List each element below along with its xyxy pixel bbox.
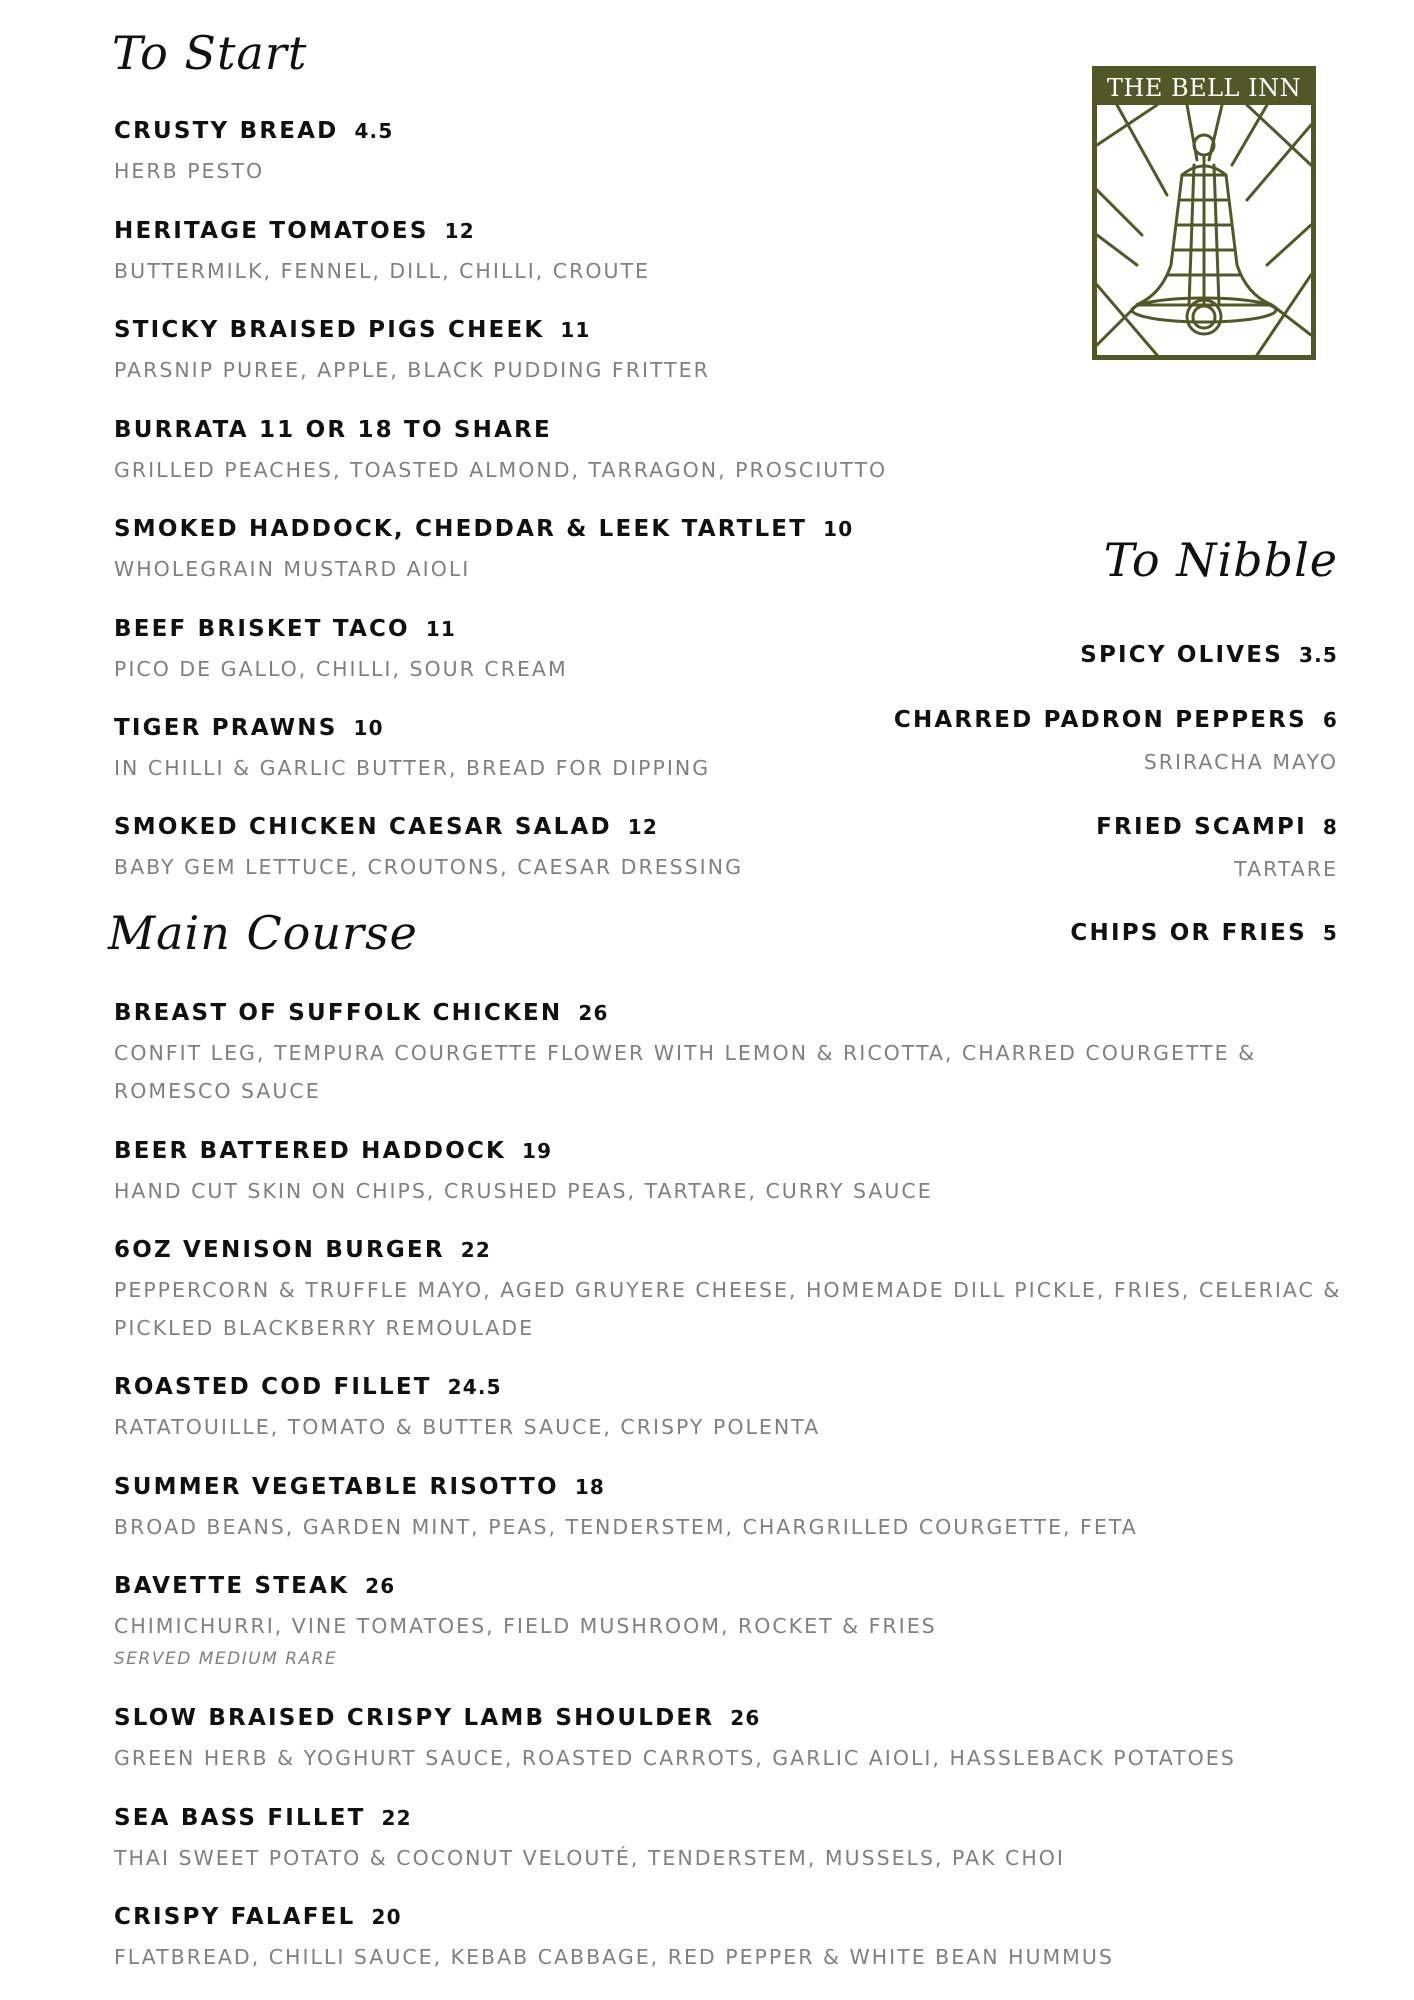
item-price: 18 bbox=[574, 1475, 606, 1499]
item-description: GREEN HERB & YOGHURT SAUCE, ROASTED CARROTS, GARLIC AIOLI, HASSLEBACK POTATOES bbox=[114, 1746, 1236, 1770]
to-nibble-heading: To Nibble bbox=[1103, 533, 1338, 587]
main-item bbox=[114, 1235, 1344, 1347]
item-name: BAVETTE STEAK 26 bbox=[114, 1573, 396, 1599]
item-name: FRIED SCAMPI 8 bbox=[1096, 814, 1338, 840]
nibble-item bbox=[1096, 812, 1338, 888]
item-name: BREAST OF SUFFOLK CHICKEN 26 bbox=[114, 1000, 609, 1026]
item-description: CHIMICHURRI, VINE TOMATOES, FIELD MUSHROOM, ROCKET & FRIES bbox=[114, 1614, 937, 1638]
item-price: 5 bbox=[1322, 921, 1338, 945]
to-start-heading: To Start bbox=[112, 26, 308, 80]
item-price: 26 bbox=[365, 1574, 396, 1598]
item-name: SLOW BRAISED CRISPY LAMB SHOULDER 26 bbox=[114, 1705, 761, 1731]
item-price: 4.5 bbox=[354, 119, 394, 143]
item-price: 12 bbox=[444, 219, 475, 243]
item-name: CRISPY FALAFEL 20 bbox=[114, 1904, 402, 1930]
item-name: CRUSTY BREAD 4.5 bbox=[114, 118, 394, 144]
item-price: 26 bbox=[578, 1001, 609, 1025]
item-name: TIGER PRAWNS 10 bbox=[114, 715, 384, 741]
item-price: 26 bbox=[730, 1706, 761, 1730]
main-item bbox=[114, 1136, 1344, 1210]
nibble-item bbox=[894, 705, 1338, 781]
item-description: PARSNIP PUREE, APPLE, BLACK PUDDING FRITTER bbox=[114, 358, 710, 382]
item-name: ROASTED COD FILLET 24.5 bbox=[114, 1374, 502, 1400]
item-price: 19 bbox=[522, 1139, 553, 1163]
nibble-item bbox=[1080, 640, 1338, 670]
item-name: SPICY OLIVES 3.5 bbox=[1080, 642, 1338, 668]
item-price: 6 bbox=[1322, 708, 1338, 732]
item-description: PICO DE GALLO, CHILLI, SOUR CREAM bbox=[114, 657, 568, 681]
item-name: SEA BASS FILLET 22 bbox=[114, 1805, 412, 1831]
main-item bbox=[114, 1703, 1344, 1777]
item-description: WHOLEGRAIN MUSTARD AIOLI bbox=[114, 557, 471, 581]
item-price: 22 bbox=[381, 1806, 412, 1830]
item-price: 3.5 bbox=[1298, 643, 1338, 667]
item-description: BROAD BEANS, GARDEN MINT, PEAS, TENDERSTEM, CHARGRILLED COURGETTE, FETA bbox=[114, 1515, 1138, 1539]
main-item bbox=[114, 1372, 1344, 1446]
item-name: SUMMER VEGETABLE RISOTTO 18 bbox=[114, 1474, 606, 1500]
item-name: CHARRED PADRON PEPPERS 6 bbox=[893, 707, 1338, 733]
item-name: SMOKED HADDOCK, CHEDDAR & LEEK TARTLET 10 bbox=[114, 516, 854, 542]
item-price: 10 bbox=[353, 716, 384, 740]
item-price: 20 bbox=[371, 1905, 402, 1929]
item-note: SERVED MEDIUM RARE bbox=[114, 1649, 338, 1669]
item-name: BURRATA 11 OR 18 TO SHARE bbox=[114, 417, 552, 443]
item-price: 11 bbox=[560, 318, 591, 342]
item-name: CHIPS OR FRIES 5 bbox=[1070, 920, 1338, 946]
item-price: 22 bbox=[460, 1238, 491, 1262]
item-description: HAND CUT SKIN ON CHIPS, CRUSHED PEAS, TARTARE, CURRY SAUCE bbox=[114, 1179, 933, 1203]
main-item bbox=[114, 1803, 1344, 1877]
item-description: FLATBREAD, CHILLI SAUCE, KEBAB CABBAGE, RED PEPPER & WHITE BEAN HUMMUS bbox=[114, 1945, 1114, 1969]
start-item bbox=[114, 315, 1344, 389]
start-item bbox=[114, 216, 1344, 290]
logo-title: THE BELL INN bbox=[1106, 74, 1302, 102]
item-description: RATATOUILLE, TOMATO & BUTTER SAUCE, CRISPY POLENTA bbox=[114, 1415, 821, 1439]
start-item bbox=[114, 514, 1344, 588]
item-description: IN CHILLI & GARLIC BUTTER, BREAD FOR DIPPING bbox=[114, 756, 711, 780]
main-item bbox=[114, 1571, 1344, 1671]
item-name: 6OZ VENISON BURGER 22 bbox=[114, 1237, 491, 1263]
item-name: BEER BATTERED HADDOCK 19 bbox=[114, 1138, 553, 1164]
item-name: SMOKED CHICKEN CAESAR SALAD 12 bbox=[114, 814, 659, 840]
item-price: 10 bbox=[823, 517, 854, 541]
item-price: 12 bbox=[627, 815, 659, 839]
item-name: STICKY BRAISED PIGS CHEEK 11 bbox=[114, 317, 591, 343]
item-description: THAI SWEET POTATO & COCONUT VELOUTÉ, TENDERSTEM, MUSSELS, PAK CHOI bbox=[114, 1846, 1065, 1870]
item-description: HERB PESTO bbox=[114, 159, 265, 183]
nibble-item bbox=[1070, 918, 1338, 948]
start-item bbox=[114, 415, 1344, 489]
item-description: BABY GEM LETTUCE, CROUTONS, CAESAR DRESSING bbox=[114, 855, 743, 879]
main-item bbox=[114, 998, 1344, 1110]
item-description: BUTTERMILK, FENNEL, DILL, CHILLI, CROUTE bbox=[114, 259, 650, 283]
item-name: BEEF BRISKET TACO 11 bbox=[114, 616, 457, 642]
main-course-heading: Main Course bbox=[108, 906, 418, 960]
item-price: 11 bbox=[425, 617, 457, 641]
item-price: 8 bbox=[1322, 815, 1338, 839]
item-description: PEPPERCORN & TRUFFLE MAYO, AGED GRUYERE CHEESE, HOMEMADE DILL PICKLE, FRIES, CELERIAC & PICKLED BLACKBERRY REMOULADE bbox=[114, 1278, 1342, 1340]
main-item bbox=[114, 1902, 1344, 1976]
item-description: SRIRACHA MAYO bbox=[1143, 750, 1338, 774]
item-description: TARTARE bbox=[1234, 857, 1338, 881]
item-name: HERITAGE TOMATOES 12 bbox=[114, 218, 475, 244]
start-item bbox=[114, 116, 1344, 190]
item-description: CONFIT LEG, TEMPURA COURGETTE FLOWER WITH LEMON & RICOTTA, CHARRED COURGETTE & ROMESCO SAUCE bbox=[114, 1041, 1257, 1103]
item-description: GRILLED PEACHES, TOASTED ALMOND, TARRAGON, PROSCIUTTO bbox=[114, 458, 888, 482]
main-item bbox=[114, 1472, 1344, 1546]
item-price: 24.5 bbox=[447, 1375, 502, 1399]
